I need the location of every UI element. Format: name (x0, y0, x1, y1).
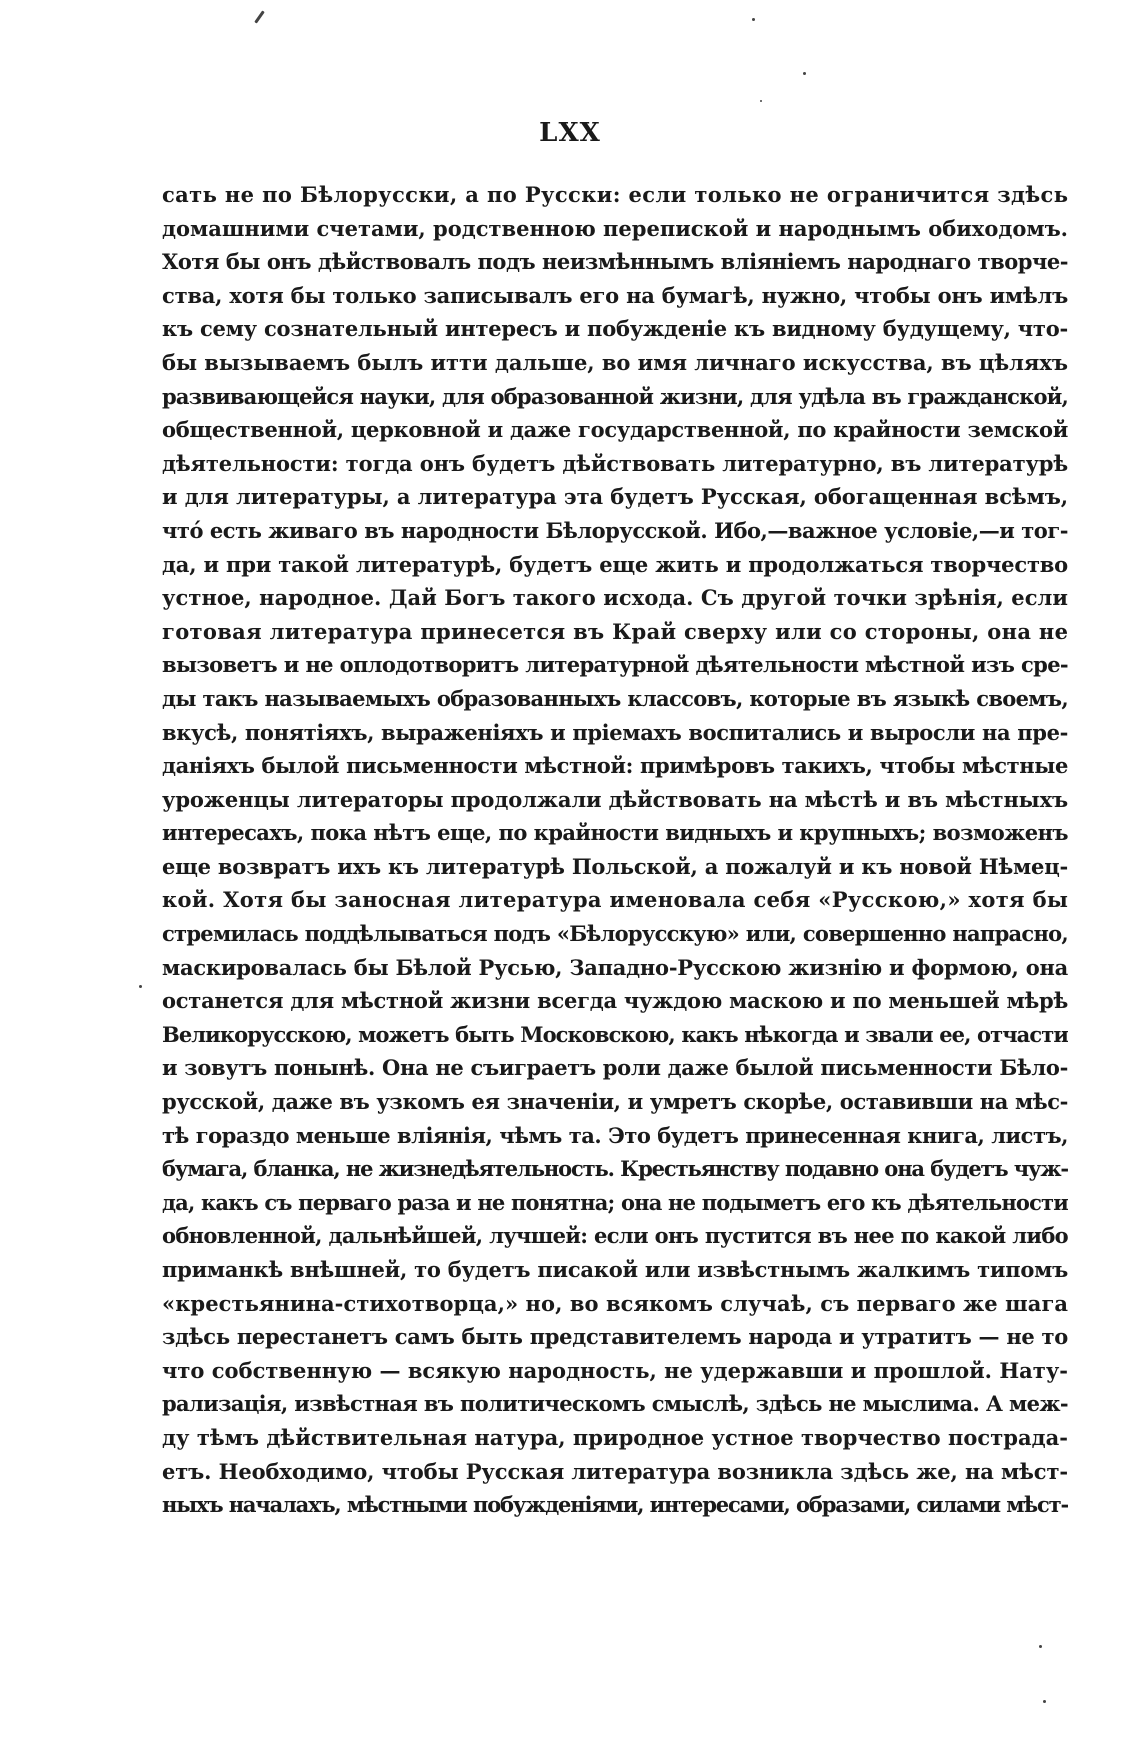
page-number: LXX (539, 118, 601, 148)
text-line: интересахъ, пока нѣтъ еще, по крайности видныхъ и крупныхъ; возможенъ (162, 820, 1068, 846)
text-line: рализація, извѣстная въ политическомъ смыслѣ, здѣсь не мыслима. А меж- (162, 1391, 1068, 1417)
text-line: приманкѣ внѣшней, то будетъ писакой или извѣстнымъ жалкимъ типомъ (162, 1257, 1068, 1282)
text-line: Хотя бы онъ дѣйствовалъ подъ неизмѣннымъ вліяніемъ народнаго творче- (162, 249, 1068, 275)
text-line: общественной, церковной и даже государственной, по крайности земской (162, 417, 1068, 443)
scan-speck (752, 18, 755, 21)
text-line: и зовутъ понынѣ. Она не съиграетъ роли даже былой письменности Бѣло- (162, 1055, 1068, 1081)
text-line: даніяхъ былой письменности мѣстной: примѣровъ такихъ, чтобы мѣстные (162, 753, 1068, 779)
text-line: домашними счетами, родственною перепиской и народнымъ обиходомъ. (162, 215, 1068, 241)
text-line: устное, народное. Дай Богъ такого исхода. Съ другой точки зрѣнія, если (162, 585, 1068, 611)
text-line: «крестьянина-стихотворца,» но, во всякомъ случаѣ, съ перваго же шага (162, 1290, 1068, 1316)
text-line: дѣятельности: тогда онъ будетъ дѣйствовать литературно, въ литературѣ (162, 450, 1068, 476)
text-line: что собственную — всякую народность, не удержавши и прошлой. Нату- (162, 1357, 1068, 1383)
text-line: къ сему сознательный интересъ и побужденіе къ видному будущему, что- (162, 316, 1068, 342)
text-line: вкусѣ, понятіяхъ, выраженіяхъ и пріемахъ воспитались и выросли на пре- (162, 719, 1068, 745)
text-line: ства, хотя бы только записывалъ его на бумагѣ, нужно, чтобы онъ имѣлъ (162, 282, 1068, 308)
text-line: стремилась поддѣлываться подъ «Бѣлорусскую» или, совершенно напрасно, (162, 921, 1068, 947)
text-line: вызоветъ и не оплодотворитъ литературной дѣятельности мѣстной изъ сре- (162, 652, 1068, 678)
text-line: кой. Хотя бы заносная литература именовала себя «Русскою,» хотя бы (162, 887, 1068, 913)
text-line: готовая литература принесется въ Край сверху или со стороны, она не (162, 618, 1068, 644)
text-line: бы вызываемъ былъ итти дальше, во имя личнаго искусства, въ цѣляхъ (162, 349, 1068, 375)
text-line: ныхъ началахъ, мѣстными побужденіями, интересами, образами, силами мѣст- (162, 1492, 1068, 1518)
scan-speck (1043, 1700, 1046, 1703)
scan-speck (139, 985, 142, 988)
text-line: ду тѣмъ дѣйствительная натура, природное устное творчество пострада- (162, 1424, 1068, 1450)
text-line: сать не по Бѣлорусски, а по Русски: если только не ограничится здѣсь (162, 182, 1068, 207)
text-line: что́ есть живаго въ народности Бѣлорусской. Ибо,—важное условіе,—и тог- (162, 517, 1068, 543)
text-line: да, какъ съ перваго раза и не понятна; она не подыметъ его къ дѣятельности (162, 1189, 1068, 1215)
text-line: Великорусскою, можетъ быть Московскою, какъ нѣкогда и звали ее, отчасти (162, 1021, 1068, 1047)
text-line: маскировалась бы Бѣлой Русью, Западно-Русскою жизнію и формою, она (162, 954, 1068, 980)
scan-speck (254, 10, 264, 23)
scan-speck (760, 100, 762, 102)
scan-speck (803, 72, 806, 75)
scan-speck (1039, 1645, 1042, 1648)
text-line: здѣсь перестанетъ самъ быть представителемъ народа и утратитъ — не то (162, 1324, 1068, 1350)
text-line: бумага, бланка, не жизнедѣятельность. Крестьянству подавно она будетъ чуж- (162, 1156, 1068, 1182)
text-line: развивающейся науки, для образованной жизни, для удѣла въ гражданской, (162, 383, 1068, 409)
text-line: обновленной, дальнѣйшей, лучшей: если онъ пустится въ нее по какой либо (162, 1223, 1068, 1249)
text-line: еще возвратъ ихъ къ литературѣ Польской, а пожалуй и къ новой Нѣмец- (162, 853, 1068, 879)
body-text (162, 178, 1068, 1522)
text-line: ды такъ называемыхъ образованныхъ классовъ, которые въ языкѣ своемъ, (162, 685, 1068, 711)
text-line: етъ. Необходимо, чтобы Русская литература возникла здѣсь же, на мѣст- (162, 1458, 1068, 1484)
text-line: тѣ гораздо меньше вліянія, чѣмъ та. Это будетъ принесенная книга, листъ, (162, 1122, 1068, 1148)
text-line: уроженцы литераторы продолжали дѣйствовать на мѣстѣ и въ мѣстныхъ (162, 786, 1068, 812)
text-line: останется для мѣстной жизни всегда чуждою маскою и по меньшей мѣрѣ (162, 988, 1068, 1014)
text-line: русской, даже въ узкомъ ея значеніи, и умретъ скорѣе, оставивши на мѣс- (162, 1089, 1068, 1115)
text-line: и для литературы, а литература эта будетъ Русская, обогащенная всѣмъ, (162, 484, 1068, 510)
text-line: да, и при такой литературѣ, будетъ еще жить и продолжаться творчество (162, 551, 1068, 577)
